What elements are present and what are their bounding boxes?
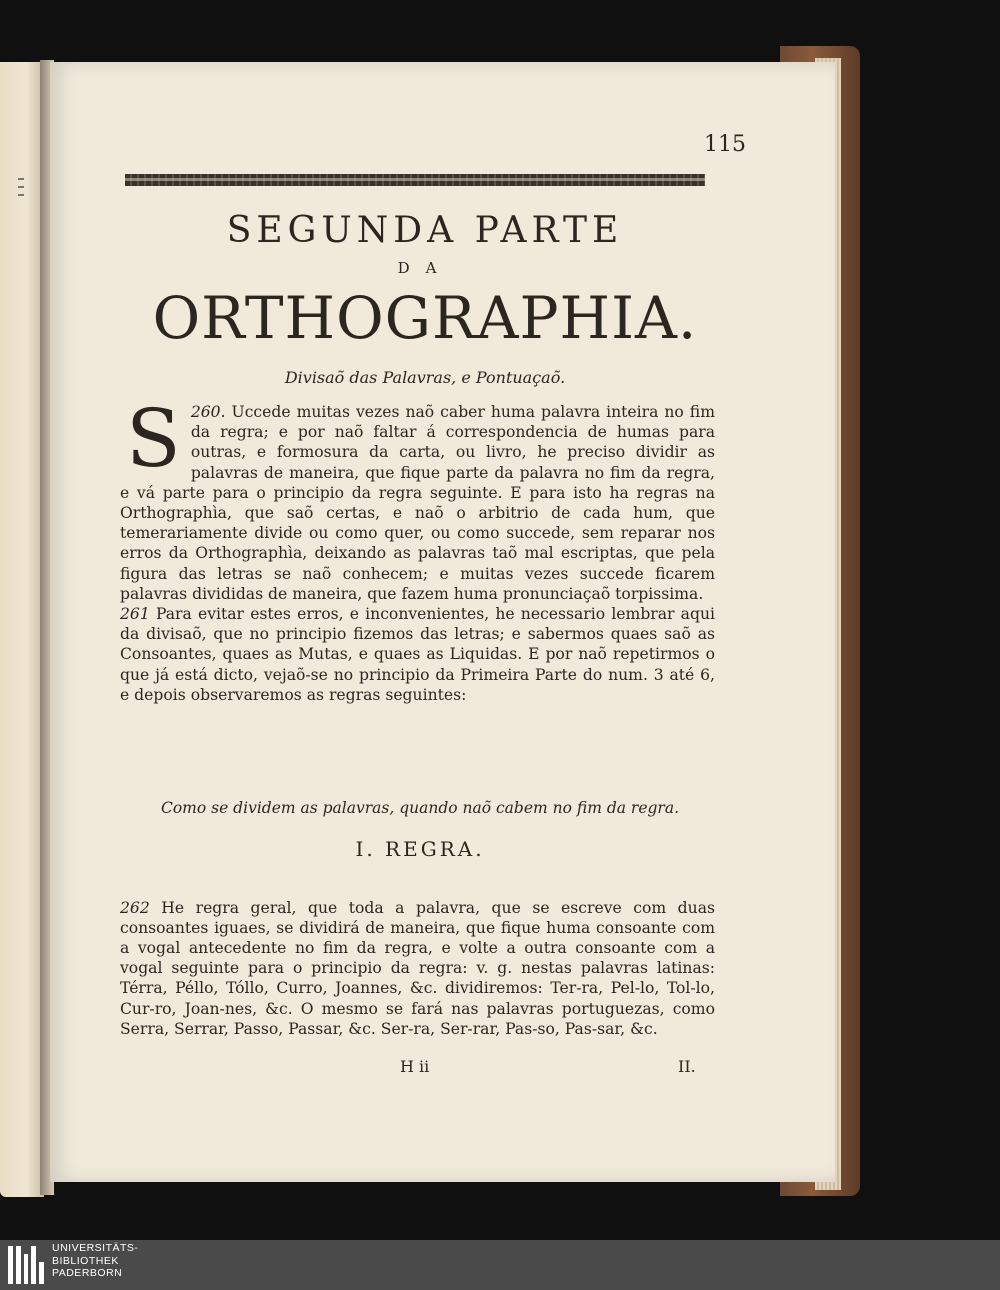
body-text-top <box>120 392 715 705</box>
left-page-edge <box>0 62 44 1197</box>
rule-heading: I. REGRA. <box>355 837 485 861</box>
library-logo-text <box>52 1242 138 1280</box>
paragraph-260 <box>120 392 715 604</box>
catchword: II. <box>678 1057 696 1076</box>
subtitle: Divisaõ das Palavras, e Pontuaçaõ. <box>284 368 566 387</box>
logo-line-1: UNIVERSITÄTS- <box>52 1242 139 1254</box>
title-line-1: SEGUNDA PARTE <box>226 210 624 251</box>
section-heading: Como se dividem as palavras, quando naõ cabem no fim da regra. <box>160 799 680 817</box>
title-line-2: DA <box>397 259 453 277</box>
paragraph-number: 262 <box>120 898 150 917</box>
paragraph-text: Uccede muitas vezes naõ caber huma palavra inteira no fim da regra; e por naõ faltar á correspondencia de humas para outras, e formosura da carta, ou livro, he preciso dividir as palavras de maneira, que fique parte da palavra no fim da regra, e vá parte para o principio da regra seguinte. E para isto ha regras na Orthographìa, que saõ certas, e naõ o arbitrio de cada hum, que temerariamente divide ou como quer, ou como succede, sem reparar nos erros da Orthographìa, deixando as palavras taõ mal escriptas, que pela figura das letras se naõ conhecem; e muitas vezes succede ficarem palavras divididas de maneira, que fazem huma pronunciaçaõ torpissima. <box>120 403 715 603</box>
library-logo-icon <box>8 1246 44 1284</box>
title-line-3: ORTHOGRAPHIA. <box>152 284 698 352</box>
book-page <box>50 62 835 1182</box>
page-number: 115 <box>704 132 746 157</box>
paragraph-number: 260. <box>190 403 226 421</box>
drop-cap: S <box>126 392 181 485</box>
left-page-marks <box>18 172 26 212</box>
library-footer-bar <box>0 1240 1000 1290</box>
signature-mark: H ii <box>400 1057 430 1076</box>
logo-line-2: BIBLIOTHEK <box>52 1254 119 1267</box>
paragraph-text: Para evitar estes erros, e inconvenientes, he necessario lembrar aqui da divisaõ, que no principio fizemos das letras; e sabermos quaes saõ as Consoantes, quaes as Mutas, e quaes as Liquidas. E por naõ repetirmos o que já está dicto, vejaõ-se no principio da Primeira Parte do num. 3 até 6, e depois observaremos as regras seguintes: <box>120 605 715 704</box>
body-text-bottom <box>120 882 715 1055</box>
paragraph-number: 261 <box>120 605 150 624</box>
paragraph-text: He regra geral, que toda a palavra, que se escreve com duas consoantes iguaes, se dividirá de maneira, que fique huma consoante com a vogal antecedente no fim da regra, e volte a outra consoante com a vogal seguinte para o principio da regra: v. g. nestas palavras latinas: Térra, Péllo, Tóllo, Curro, Joannes, &c. dividiremos: Ter-ra, Pel-lo, Tol-lo, Cur-ro, Joan-nes, &c. O mesmo se fará nas palavras portuguezas, como Serra, Serrar, Passo, Passar, &c. Ser-ra, Ser-rar, Pas-so, Pas-sar, &c. <box>120 898 715 1038</box>
logo-line-3: PADERBORN <box>52 1267 123 1279</box>
paragraph-261 <box>120 604 715 705</box>
ornamental-rule <box>125 174 705 186</box>
paragraph-262 <box>120 898 715 1039</box>
